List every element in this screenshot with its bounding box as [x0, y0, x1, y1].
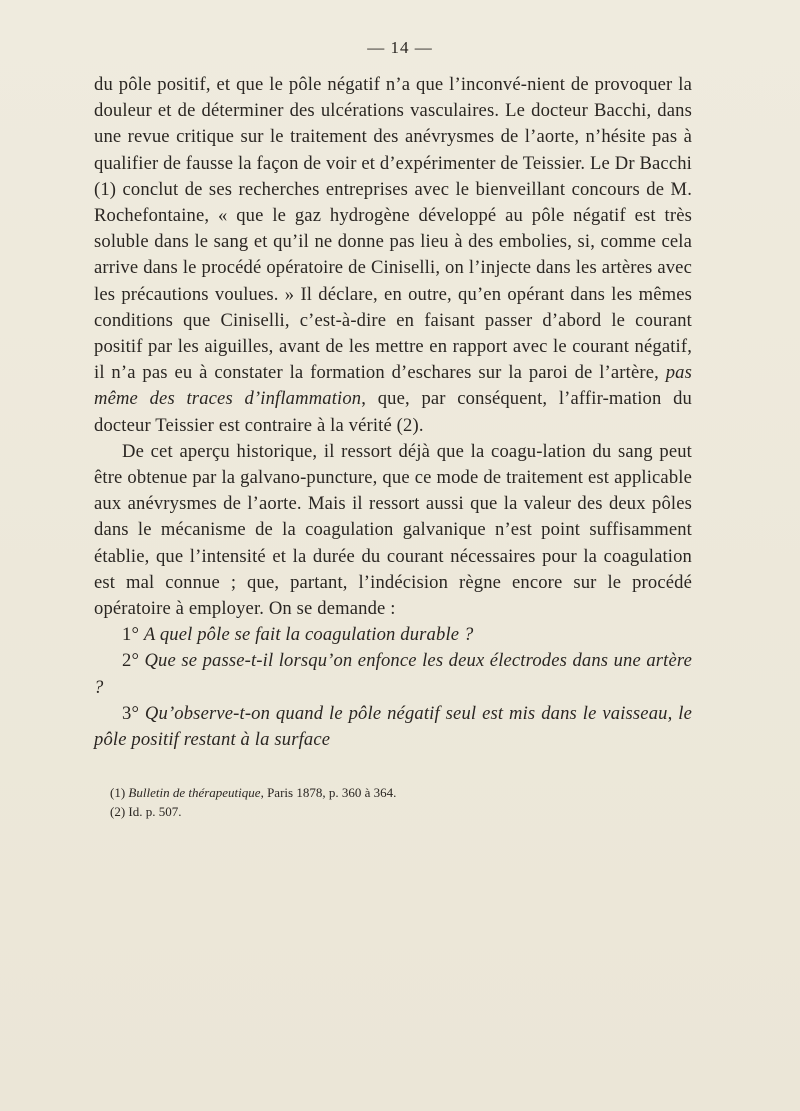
footnote-1 — [110, 783, 690, 802]
paragraph-1-text-a: du pôle positif, et que le pôle négatif n’a que l’inconvé-nient de provoquer la douleur et de déterminer des ulcérations vasculaires. Le docteur Bacchi, dans une revue critique sur le traitement des anévrysmes de l’aorte, n’hésite pas à qualifier de fausse la façon de voir et d’expérimenter de Teissier. Le Dr Bacchi (1) conclut de ses recherches entreprises avec le bienveillant concours de M. Rochefontaine, « que le gaz hydrogène développé au pôle négatif est très soluble dans le sang et qu’il ne donne pas lieu à des embolies, si, comme cela arrive dans le procédé opératoire de Ciniselli, on l’injecte dans les artères avec les précautions voulues. » Il déclare, en outre, qu’en opérant dans les mêmes conditions que Ciniselli, c’est-à-dire en faisant passer d’abord le courant positif par les aiguilles, avant de les mettre en rapport avec le courant négatif, il n’a pas eu à constater la formation d’eschares sur la paroi de l’artère, — [94, 74, 692, 384]
footnote-1-marker: (1) — [110, 785, 126, 800]
page-number: — 14 — — [367, 38, 433, 57]
paragraph-1-text-b: , que, par conséquent, l’affir-mation du docteur Teissier est contraire à la vérité (2). — [94, 388, 692, 436]
paragraph-2: De cet aperçu historique, il ressort déjà que la coagu-lation du sang peut être obtenue par la galvano-puncture, que ce mode de traitement est applicable aux anévrysmes de l’aorte. Mais il ressort aussi que la valeur des deux pôles dans le mécanisme de la coagulation galvanique n’est point suffisamment établie, que l’intensité et la durée du courant nécessaires pour la coagulation est mal connue ; que, partant, l’indécision règne encore sur le procédé opératoire à employer. On se demande : — [94, 440, 692, 620]
footnote-1-title: Bulletin de thérapeutique — [128, 785, 261, 800]
paragraph-1-italic: pas même des traces d’inflammation — [94, 362, 692, 410]
question-1-text: A quel pôle se fait la coagulation durable ? — [143, 624, 474, 646]
question-3 — [94, 701, 692, 753]
question-1-number: 1° — [122, 624, 140, 646]
footnotes — [110, 783, 690, 821]
question-2-text: Que se passe-t-il lorsqu’on enfonce les deux électrodes dans une artère ? — [94, 650, 692, 698]
question-3-number: 3° — [122, 702, 140, 724]
footnote-2-rest: Id. p. 507. — [128, 804, 182, 819]
question-1 — [94, 622, 692, 648]
footnote-1-rest: , Paris 1878, p. 360 à 364. — [260, 785, 397, 800]
question-2-number: 2° — [122, 650, 140, 672]
footnote-2-marker: (2) — [110, 804, 126, 819]
paragraph-1 — [94, 72, 692, 439]
footnote-2 — [110, 802, 690, 821]
question-3-text: Qu’observe-t-on quand le pôle négatif seul est mis dans le vaisseau, le pôle positif restant à la surface — [94, 702, 692, 751]
body-text — [94, 72, 692, 753]
question-2 — [94, 648, 692, 700]
